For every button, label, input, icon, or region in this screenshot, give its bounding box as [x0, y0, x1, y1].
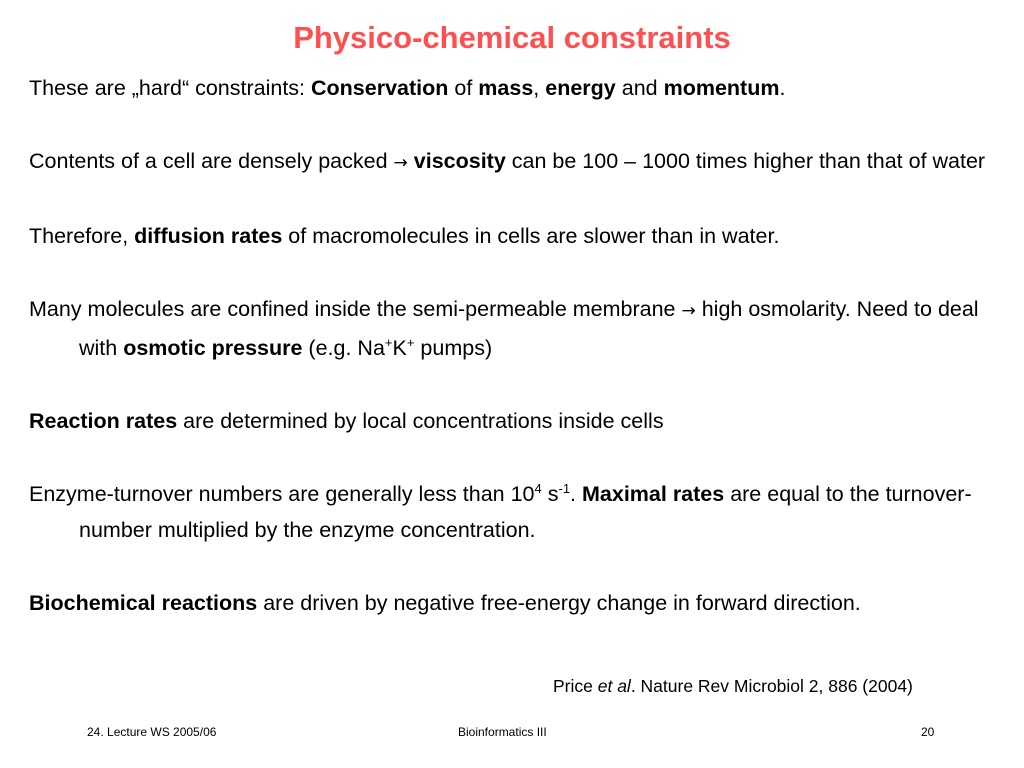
text: and: [615, 76, 664, 100]
superscript: +: [406, 334, 415, 350]
text: . Nature Rev Microbiol 2, 886 (2004): [630, 676, 913, 696]
citation: [553, 676, 913, 697]
text: are driven by negative free-energy change in forward direction.: [257, 591, 861, 615]
paragraph-osmotic-pressure: [29, 291, 1014, 366]
paragraph-diffusion: [29, 218, 1014, 255]
paragraph-hard-constraints: [29, 70, 1014, 107]
footer-page-number: 20: [921, 725, 935, 739]
bold-term: Reaction rates: [29, 408, 178, 433]
text: .: [779, 76, 786, 100]
paragraph-reaction-rates: [29, 403, 1014, 440]
text: Price: [553, 676, 598, 696]
text: s: [541, 481, 559, 506]
text: .: [570, 481, 582, 506]
text: These are „hard“ constraints:: [29, 76, 312, 100]
text: high osmolarity. Need to deal with: [79, 297, 979, 360]
text: are equal to the turnover-number multiplied by the enzyme concentration.: [79, 481, 972, 542]
paragraph-enzyme-turnover: [29, 476, 1014, 549]
text: Contents of a cell are densely packed: [29, 149, 394, 173]
text: Therefore,: [29, 224, 135, 248]
footer-course: Bioinformatics III: [458, 725, 547, 739]
italic-text: et al: [597, 676, 631, 696]
bold-term: osmotic pressure: [123, 335, 303, 360]
superscript: +: [384, 334, 393, 350]
bold-term: viscosity: [413, 149, 506, 173]
bold-term: energy: [545, 76, 616, 100]
text: of macromolecules in cells are slower than in water.: [282, 224, 780, 248]
superscript: -1: [558, 480, 571, 496]
text: (e.g. Na: [302, 335, 385, 360]
bold-term: Maximal rates: [582, 481, 725, 506]
slide-title: Physico-chemical constraints: [293, 20, 731, 55]
arrow-right-icon: →: [681, 301, 696, 321]
bold-term: diffusion rates: [134, 224, 283, 248]
text: of: [448, 76, 479, 100]
text: pumps): [414, 335, 493, 360]
bold-term: mass: [478, 76, 534, 100]
text: can be 100 – 1000 times higher than that of water: [505, 149, 986, 173]
bold-term: momentum: [663, 76, 780, 100]
text: Many molecules are confined inside the semi-permeable membrane: [29, 297, 682, 321]
slide-body: [29, 70, 1014, 622]
text: are determined by local concentrations inside cells: [177, 408, 664, 433]
paragraph-biochemical-reactions: [29, 585, 1014, 622]
text: K: [392, 335, 407, 360]
superscript: 4: [534, 480, 542, 496]
bold-term: Conservation: [311, 76, 449, 100]
footer-lecture: 24. Lecture WS 2005/06: [87, 725, 217, 739]
text: Enzyme-turnover numbers are generally less than 10: [29, 481, 535, 506]
text: ,: [533, 76, 546, 100]
bold-term: Biochemical reactions: [29, 591, 258, 615]
arrow-right-icon: →: [393, 153, 408, 173]
paragraph-viscosity: [29, 143, 1014, 182]
